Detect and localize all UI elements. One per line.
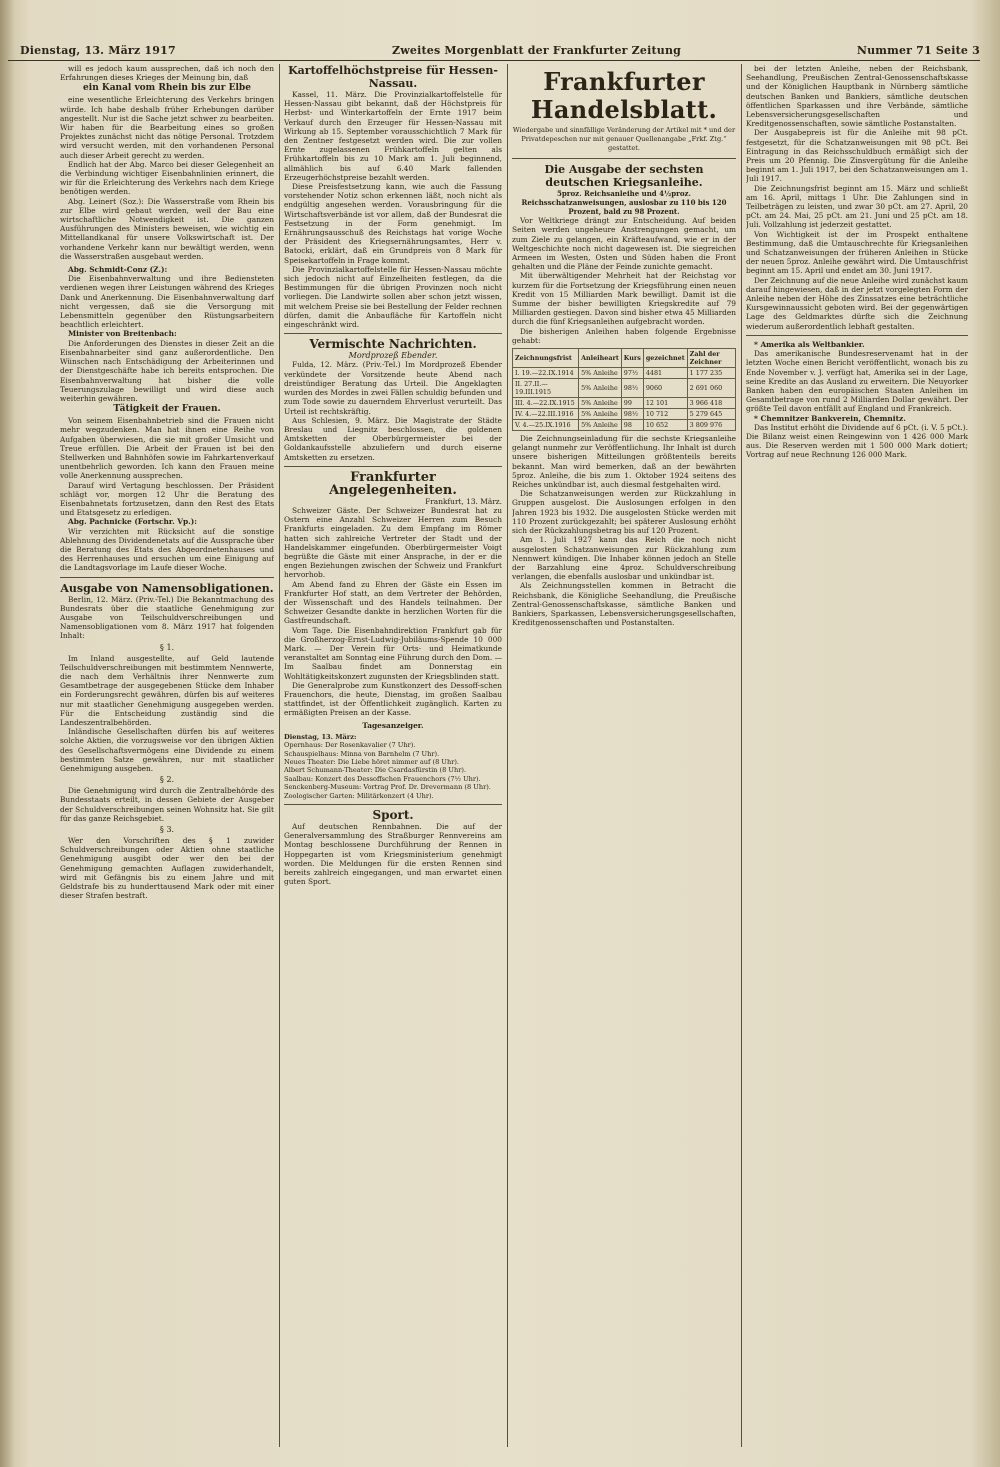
header-rule	[8, 60, 980, 61]
col1b-para-3: Von seinem Eisenbahnbetrieb sind die Frauen nicht mehr wegzudenken. Man hat ihnen eine Reihe von Aufgaben überwiesen, die sie mit großer Umsicht und Treue erfüllen. Die Arbeit der Frauen ist bei den Stellwerken und Bahnhöfen sowie im Fahrkartenverkauf unentbehrlich geworden. Ich kann den Frauen meine volle Anerkennung aussprechen.	[60, 416, 274, 481]
table-header-cell: Zahl der Zeichner	[687, 349, 735, 368]
header-date: Dienstag, 13. März 1917	[20, 44, 176, 57]
table-row	[513, 420, 736, 431]
column-rule-2	[507, 64, 508, 1447]
col2-divider-3	[284, 804, 502, 805]
table-header-cell: Anleiheart	[579, 349, 622, 368]
schedule-item: Schauspielhaus: Minna von Barnhelm (7 Uhr).	[284, 749, 440, 758]
col2-heading: Kartoffelhöchstpreise für Hessen-Nassau.	[288, 64, 498, 90]
schedule-item: Senckenberg-Museum: Vortrag Prof. Dr. Drevermann (8 Uhr).	[284, 783, 491, 792]
col3-para-4: Die Zeichnungseinladung für die sechste Kriegsanleihe gelangt nunmehr zur Veröffentlichung. Ihr Inhalt ist durch unsere bisherigen Mitteilungen größtenteils bereits bekannt. Man wird bemerken, daß an der bewährten 5proz. Anleihe, die bis zum 1. Oktober 1924 seitens des Reiches unkündbar ist, auch diesmal festgehalten wird.	[512, 434, 736, 490]
table-row	[513, 368, 736, 379]
table-cell: 97½	[621, 368, 643, 379]
col2c-para-1: Schweizer Gäste. Der Schweizer Bundesrat hat zu Ostern eine Anzahl Schweizer Herren zum Besuch Frankfurts eingeladen. Zu dem Empfang im Römer hatten sich zahlreiche Vertreter der Stadt und der Handelskammer eingefunden. Oberbürgermeister Voigt begrüßte die Gäste mit einer Ansprache, in der er die engen Beziehungen zwischen der Schweiz und Frankfurt hervorhob.	[284, 505, 502, 580]
notice-chemnitz-text: Das Institut erhöht die Dividende auf 6 pCt. (i. V. 5 pCt.). Die Bilanz weist einen Reingewinn von 1 426 000 Mark aus. Die Reserven werden mit 1 500 000 Mark dotiert; Vortrag auf neue Rechnung 126 000 Mark.	[746, 422, 968, 460]
col1b-para-2: Die Anforderungen des Dienstes in dieser Zeit an die Eisenbahnarbeiter sind ganz außerordentliche. Den Wünschen nach Entschädigung der Arbeiterinnen und der Dienstgeschäfte habe ich bereits entsprochen. Die Eisenbahnverwaltung hat bisher die volle Teuerungszulage bewilligt und wird diese auch weiterhin gewähren.	[60, 338, 274, 403]
col2b-subheading: Mordprozeß Ebender.	[348, 351, 438, 361]
sport-heading: Sport.	[372, 808, 414, 823]
kriegsanleihe-heading: Die Ausgabe der sechsten deutschen Kriegsanleihe.	[544, 162, 704, 189]
schedule-item: Neues Theater: Die Liebe höret nimmer auf (8 Uhr).	[284, 758, 460, 767]
schedule-item: Saalbau: Konzert des Dessoffschen Frauenchors (7½ Uhr).	[284, 774, 481, 783]
notice-amerika-text: Das amerikanische Bundesreservenamt hat in der letzten Woche einen Bericht veröffentlicht, wonach bis zu Ende November v. J. verfügt hat, Amerika sei in der Lage, seine Kredite an das Ausland zu erweitern. Die Neuyorker Banken haben den europäischen Staaten Anleihen im Gesamtbetrage von rund 2 Milliarden Dollar gewährt. Der größte Teil davon entfällt auf England und Frankreich.	[746, 349, 968, 414]
schedule-item: Albert Schumann-Theater: Die Csardasfürstin (8 Uhr).	[284, 766, 467, 775]
column-rule-3	[741, 64, 742, 1447]
col1-para-4: Abg. Leinert (Soz.): Die Wasserstraße vom Rhein bis zur Elbe wird gebaut werden, weil der Bau eine wirtschaftliche Notwendigkeit ist. Die ganzen Ausführungen des Ministers beweisen, wie wichtig ein Mittellandkanal für unsere Volkswirtschaft ist. Der vorhandene Verkehr kann nur bewältigt werden, wenn die Wasserstraßen ausgebaut werden.	[60, 196, 274, 261]
table-cell: 98	[621, 420, 643, 431]
col2c-dateline: Frankfurt, 13. März.	[425, 496, 502, 506]
column-2	[284, 64, 502, 1447]
col2b-para-1: Fulda, 12. März. (Priv.-Tel.) Im Mordprozeß Ebender verkündete der Vorsitzende heute Abend nach dreistündiger Beratung das Urteil. Die Angeklagten wurden des Mordes in zwei Fällen schuldig befunden und zum Tode sowie zu dauerndem Ehrverlust verurteilt. Das Urteil ist rechtskräftig.	[284, 360, 502, 416]
col1b-para-5: Wir verzichten mit Rücksicht auf die sonstige Ablehnung des Dividendenetats auf die Aussprache über die Beratung des Etats des Abgeordnetenhauses und des Herrenhauses und ersuchen um eine Einigung auf die Landtagsvorlage im Laufe dieser Woche.	[60, 526, 274, 573]
col2c-heading: Frankfurter Angelegenheiten.	[329, 469, 457, 498]
table-cell: 5% Anleihe	[579, 420, 622, 431]
table-cell: 3 809 976	[687, 420, 735, 431]
table-row	[513, 409, 736, 420]
col2-divider-1	[284, 333, 502, 334]
col1c-para-4: Die Genehmigung wird durch die Zentralbehörde des Bundesstaats erteilt, in dessen Gebiete der Ausgeber der Schuldverschreibungen seinen Wohnsitz hat. Sie gilt für das ganze Reichsgebiet.	[60, 786, 274, 823]
col1c-para-1: Berlin, 12. März. (Priv.-Tel.) Die Bekanntmachung des Bundesrats über die staatliche Genehmigung zur Ausgabe von Teilschuldverschreibungen und Namensobligationen vom 8. März 1917 hat folgenden Inhalt:	[60, 594, 274, 641]
col3-para-6: Am 1. Juli 1927 kann das Reich die noch nicht ausgelosten Schatzanweisungen zur Rückzahlung zum Nennwert kündigen. Die Inhaber können jedoch an Stelle der Barzahlung eine 4proz. Schuldverschreibung verlangen, die ebenfalls auslosbar und unkündbar ist.	[512, 535, 736, 582]
col1c-heading: Ausgabe von Namensobligationen.	[60, 581, 274, 595]
schedule-list	[284, 733, 502, 800]
col1b-minister-label: Minister von Breitenbach:	[68, 329, 177, 339]
col1c-para-5: Wer den Vorschriften des § 1 zuwider Schuldverschreibungen oder Aktien ohne staatliche Genehmigung ausgibt oder wer den bei der Genehmigung gemachten Auflagen zuwiderhandelt, wird mit Gefängnis bis zu einem Jahre und mit Geldstrafe bis zu hunderttausend Mark oder mit einer dieser Strafen bestraft.	[60, 836, 274, 901]
col1b-pachnicke-label: Abg. Pachnicke (Fortschr. Vp.):	[68, 517, 197, 527]
col1c-section-2: § 2.	[159, 775, 175, 785]
table-cell: 5% Anleihe	[579, 379, 622, 398]
schedule-item: Dienstag, 13. März:	[284, 732, 357, 741]
col3-para-1: Vor Weltkriege drängt zur Entscheidung. Auf beiden Seiten werden ungeheure Anstrengungen gemacht, um zum Ziele zu gelangen, ein Kräfteaufwand, wie er in der Weltgeschichte noch nicht dagewesen ist. Die siegreichen Armeen im Westen, Osten und Süden haben die Front gehalten und die Pläne der Feinde zunichte gemacht.	[512, 216, 736, 272]
sport-para: Auf deutschen Rennbahnen. Die auf der Generalversammlung des Straßburger Rennvereins am Montag beschlossene Durchführung der Rennen in Hoppegarten ist vom Kriegsministerium genehmigt worden. Die Meldungen für die ersten Rennen sind bereits zahlreich eingegangen, und man erwartet einen guten Sport.	[284, 822, 502, 887]
loan-results-table	[512, 348, 736, 431]
handelsblatt-subline: Wiedergabe und sinnfällige Veränderung der Artikel mit * und der Privatdepeschen nur mit genauer Quellenangabe „Frkf. Ztg.“ gestattet.	[512, 126, 736, 153]
col1b-para-1: Die Eisenbahnverwaltung und ihre Bediensteten verdienen wegen ihrer Leistungen während des Krieges Dank und Anerkennung. Die Eisenbahnverwaltung darf nicht vergessen, daß sie die Versorgung mit Lebensmitteln gegenüber den Rüstungsarbeitern beachtlich erleichtert.	[60, 274, 274, 330]
table-cell: 10 712	[643, 409, 687, 420]
col4-divider-1	[746, 335, 968, 336]
col2c-para-2: Am Abend fand zu Ehren der Gäste ein Essen im Frankfurter Hof statt, an dem Vertreter der Behörden, der Wissenschaft und des Handels teilnahmen. Der Schweizer Gesandte dankte in herzlichen Worten für die Gastfreundschaft.	[284, 579, 502, 626]
handelsblatt-masthead: Frankfurter Handelsblatt.	[530, 67, 718, 124]
col1c-section-1: § 1.	[159, 642, 175, 652]
table-cell: 1 177 235	[687, 368, 735, 379]
table-cell: 5% Anleihe	[579, 409, 622, 420]
column-4	[746, 64, 968, 1447]
col2-para-2: Diese Preisfestsetzung kann, wie auch die Fassung vorstehender Notiz schon erkennen läßt, noch nicht als endgültig angesehen werden. Vorausbringung für die Wirtschaftsverbände ist vor allem, daß der Bundesrat die Festsetzung in der Form genehmigt. Im Ernährungsausschuß des Reichstags hat vorige Woche der Präsident des Kriegsernährungsamtes, Herr v. Batocki, erklärt, daß ein Grundpreis von 8 Mark für Speisekartoffeln in Frage kommt.	[284, 182, 502, 265]
col4-para-5: Der Zeichnung auf die neue Anleihe wird zunächst kaum darauf hingewiesen, daß in der jetzt vorgelegten Form der Anleihe neben der Höhe des Zinssatzes eine beträchtliche Kursgewinnaussicht geboten wird. Bei der gegenwärtigen Lage des Geldmarktes dürfte sich die Zeichnung wiederum außerordentlich lebhaft gestalten.	[746, 275, 968, 331]
col4-para-4: Von Wichtigkeit ist der im Prospekt enthaltene Bestimmung, daß die Umtauschrechte für Kriegsanleihen und Schatzanweisungen der früheren Anleihen in Stücke der neuen 5proz. Anleihe gewährt wird. Die Umtauschfrist beginnt am 15. April und endet am 30. Juni 1917.	[746, 229, 968, 276]
header-page-number: Nummer 71 Seite 3	[856, 44, 980, 57]
table-header-cell: gezeichnet	[643, 349, 687, 368]
col1-subheading-kanal: ein Kanal vom Rhein bis zur Elbe	[83, 83, 251, 94]
page-spine	[0, 0, 14, 1467]
col2-divider-2	[284, 466, 502, 467]
table-cell: II. 27.II.—19.III.1915	[513, 379, 579, 398]
col1c-section-3: § 3.	[159, 825, 175, 835]
table-cell: 3 966 418	[687, 398, 735, 409]
table-header-cell: Kurs	[621, 349, 643, 368]
table-cell: 99	[621, 398, 643, 409]
table-cell: 4481	[643, 368, 687, 379]
col1-para-3: Endlich hat der Abg. Marco bei dieser Gelegenheit an die Verbindung wichtiger Eisenbahnlinien erinnert, die wir für die Erleichterung des Verkehrs nach dem Kriege benötigen werden.	[60, 159, 274, 197]
col2b-para-2: Aus Schlesien, 9. März. Die Magistrate der Städte Breslau und Liegnitz beschlossen, die goldenen Amtsketten der Oberbürgermeister bei der Goldankaufsstelle abzuliefern und durch eiserne Amtsketten zu ersetzen.	[284, 415, 502, 462]
col1-para-2: eine wesentliche Erleichterung des Verkehrs bringen würde. Ich habe deshalb früher Erhebungen darüber angestellt. Nur ist die Sache jetzt schwer zu bearbeiten. Wir haben für die Bearbeitung eines so großen Projektes zunächst nicht das nötige Personal. Trotzdem wird versucht werden, mit den vorhandenen Personal auch dieser Arbeit gerecht zu werden.	[60, 95, 274, 160]
col2c-para-4: Die Generalprobe zum Kunstkonzert des Dessoff-schen Frauenchors, die heute, Dienstag, im großen Saalbau stattfindet, ist der Öffentlichkeit zugänglich. Karten zu ermäßigten Preisen an der Kasse.	[284, 680, 502, 718]
col2c-para-3: Vom Tage. Die Eisenbahndirektion Frankfurt gab für die Großherzog-Ernst-Ludwig-Jubiläums-Spende 10 000 Mark. — Der Verein für Orts- und Heimatkunde veranstaltet am Sonntag eine Führung durch den Dom. — Im Saalbau findet am Donnerstag ein Wohltätigkeitskonzert zugunsten der Kriegsblinden statt.	[284, 625, 502, 681]
notice-amerika-heading: * Amerika als Weltbankier.	[754, 339, 865, 349]
table-cell: 2 691 060	[687, 379, 735, 398]
header-publication: Zweites Morgenblatt der Frankfurter Zeitung	[392, 44, 682, 57]
table-cell: 9060	[643, 379, 687, 398]
table-cell: 5 279 645	[687, 409, 735, 420]
table-cell: 5% Anleihe	[579, 398, 622, 409]
col4-para-3: Die Zeichnungsfrist beginnt am 15. März und schließt am 16. April, mittags 1 Uhr. Die Zahlungen sind in Teilbeträgen zu leisten, und zwar 30 pCt. am 27. April, 20 pCt. am 24. Mai, 25 pCt. am 21. Juni und 25 pCt. am 18. Juli. Vollzahlung ist jederzeit gestattet.	[746, 183, 968, 230]
schedule-item: Opernhaus: Der Rosenkavalier (7 Uhr).	[284, 741, 416, 750]
notice-chemnitz-heading: * Chemnitzer Bankverein, Chemnitz.	[754, 413, 906, 423]
col3-para-7: Als Zeichnungsstellen kommen in Betracht die Reichsbank, die Königliche Seehandlung, die Preußische Zentral-Genossenschaftskasse, sämtliche Banken und Bankiers, Sparkassen, Lebensversicherungsgesellschaften, Kreditgenossenschaften und Postanstalten.	[512, 581, 736, 628]
col3-para-3: Die bisherigen Anleihen haben folgende Ergebnisse gehabt:	[512, 326, 736, 345]
col2-para-3: Die Provinzialkartoffelstelle für Hessen-Nassau möchte sich jedoch nicht auf Einzelheiten festlegen, da die Bestimmungen für die übrigen Provinzen noch nicht vorliegen. Die Landwirte sollen aber schon jetzt wissen, mit welchem Preise sie bei Bestellung der Felder rechnen dürfen, damit die Anbaufläche für Kartoffeln nicht eingeschränkt wird.	[284, 264, 502, 330]
col2-para-1: Kassel, 11. März. Die Provinzialkartoffelstelle für Hessen-Nassau gibt bekannt, daß der Höchstpreis für Herbst- und Winterkartoffeln der Ernte 1917 beim Verkauf durch den Erzeuger für Hessen-Nassau mit Wirkung ab 15. September vorausschichtlich 7 Mark für den Zentner festgesetzt werden wird. Die zur vollen Ernte zugelassenen Frühkartoffeln gelten als Frühkartoffeln bis zu 10 Mark am 1. Juli beginnend, allmählich bis auf 6.40 Mark fallenden Erzeugerhöchstpreise bezahlt werden.	[284, 90, 502, 182]
table-cell: V. 4.—25.IX.1916	[513, 420, 579, 431]
table-row	[513, 398, 736, 409]
col3-divider-1	[512, 158, 736, 159]
table-cell: 98½	[621, 379, 643, 398]
table-cell: 12 101	[643, 398, 687, 409]
col1b-para-4: Darauf wird Vertagung beschlossen. Der Präsident schlägt vor, morgen 12 Uhr die Beratung des Eisenbahnetats fortzusetzen, dann den Rest des Etats und Etatsgesetz zu erledigen.	[60, 480, 274, 518]
col1-para-1: will es jedoch kaum aussprechen, daß ich noch den Erfahrungen dieses Krieges der Meinung bin, daß	[60, 64, 274, 83]
col3-para-2: Mit überwältigender Mehrheit hat der Reichstag vor kurzem für die Fortsetzung der Kriegsführung einen neuen Kredit von 15 Milliarden Mark bewilligt. Damit ist die Summe der bisher bewilligten Kriegskredite auf 79 Milliarden gestiegen. Davon sind bisher etwa 45 Milliarden durch die fünf Kriegsanleihen aufgebracht worden.	[512, 271, 736, 327]
table-cell: III. 4.—22.IX.1915	[513, 398, 579, 409]
table-cell: I. 19.—22.IX.1914	[513, 368, 579, 379]
table-cell: 5% Anleihe	[579, 368, 622, 379]
table-cell: 98½	[621, 409, 643, 420]
col1-divider	[60, 577, 274, 578]
schedule-title: Tagesanzeiger.	[362, 720, 424, 730]
column-1	[60, 64, 274, 1447]
table-cell: IV. 4.—22.III.1916	[513, 409, 579, 420]
column-rule-1	[279, 64, 280, 1447]
schedule-item: Zoologischer Garten: Militärkonzert (4 Uhr).	[284, 791, 434, 800]
column-3	[512, 64, 736, 1447]
kriegsanleihe-lead: 5proz. Reichsanleihe und 4½proz. Reichsschatzanweisungen, auslosbar zu 110 bis 120 Prozent, bald zu 98 Prozent.	[521, 188, 727, 217]
col3-para-5: Die Schatzanweisungen werden zur Rückzahlung in Gruppen ausgelost. Die Auslosungen erfolgen in den Jahren 1923 bis 1932. Die ausgelosten Stücke werden mit 110 Prozent zurückgezahlt; bei späterer Auslosung erhöht sich der Rückzahlungsbetrag bis auf 120 Prozent.	[512, 489, 736, 536]
col1b-subheading-frauen: Tätigkeit der Frauen.	[113, 404, 221, 415]
table-row	[513, 379, 736, 398]
table-header-row	[513, 349, 736, 368]
col4-para-1: bei der letzten Anleihe, neben der Reichsbank, Seehandlung, Preußischen Zentral-Genossenschaftskasse und der Königlichen Hauptbank in Nürnberg sämtliche deutschen Banken und Bankiers, sämtliche deutschen öffentlichen Sparkassen und ihre Verbände, sämtliche Lebensversicherungsgesellschaften und Kreditgenossenschaften, sowie sämtliche Postanstalten.	[746, 64, 968, 129]
table-header-cell: Zeichnungsfrist	[513, 349, 579, 368]
col2b-heading: Vermischte Nachrichten.	[309, 337, 477, 352]
col1c-para-2: Im Inland ausgestellte, auf Geld lautende Teilschuldverschreibungen mit bestimmtem Nennwerte, die nach dem Verhältnis ihrer Nennwerte zum Gesamtbetrage der ausgegebenen Stücke dem Inhaber ein Forderungsrecht gewähren, dürfen bis auf weiteres nur mit staatlicher Genehmigung ausgegeben werden. Für die Entscheidung zuständig sind die Landeszentralbehörden.	[60, 653, 274, 727]
table-cell: 10 652	[643, 420, 687, 431]
col4-para-2: Der Ausgabepreis ist für die Anleihe mit 98 pCt. festgesetzt, für die Schatzanweisungen mit 98 pCt. Bei Eintragung in das Reichsschuldbuch ermäßigt sich der Preis um 20 Pfennig. Die Zinsvergütung für die Anleihe beginnt am 1. Juli 1917, bei den Schatzanweisungen am 1. Juli 1917.	[746, 128, 968, 184]
col1b-heading: Abg. Schmidt-Conz (Z.):	[68, 265, 168, 275]
page-header	[8, 44, 980, 60]
col1c-para-3: Inländische Gesellschaften dürfen bis auf weiteres solche Aktien, die vorzugsweise vor den übrigen Aktien des Gesellschaftsvermögens eine Dividende zu einem bestimmten Satze gewähren, nur mit staatlicher Genehmigung ausgeben.	[60, 727, 274, 774]
